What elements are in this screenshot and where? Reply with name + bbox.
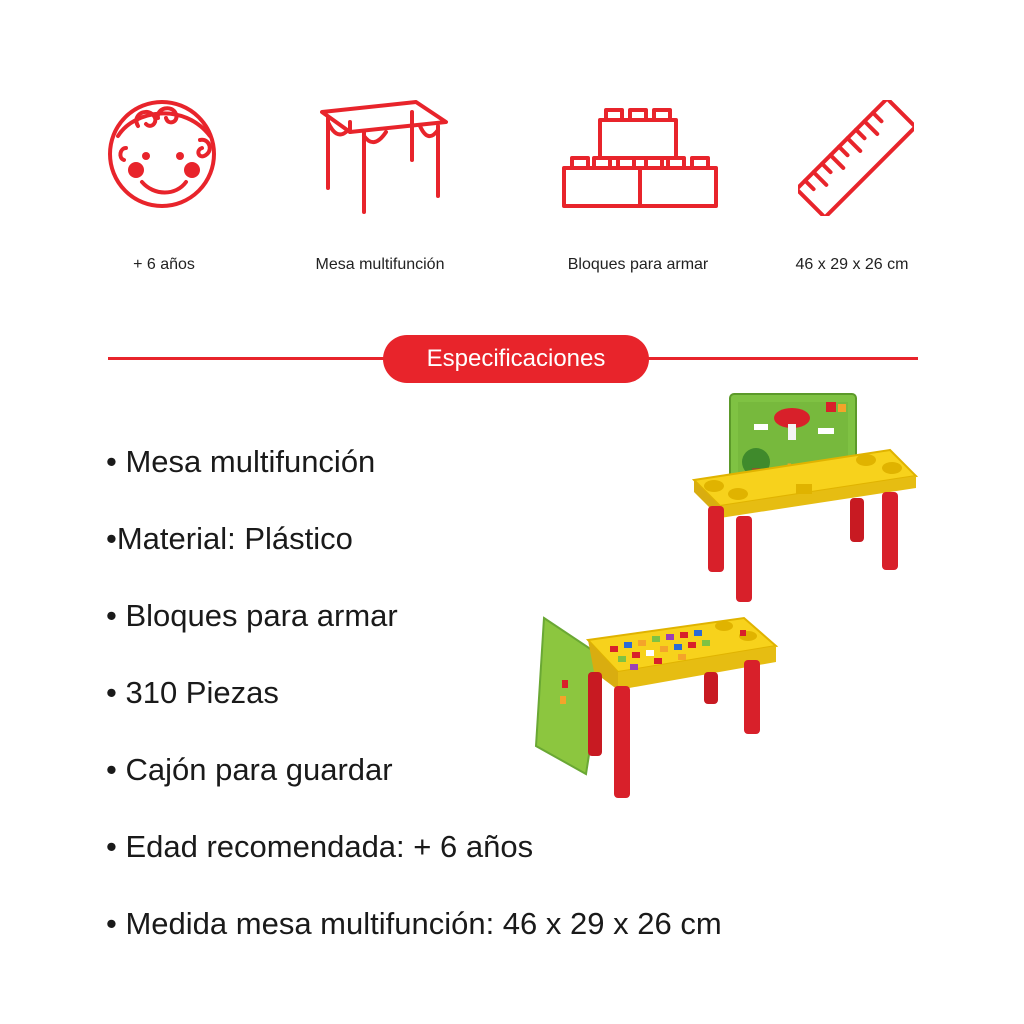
divider-right [648,357,918,360]
spec-item: • 310 Piezas [106,675,279,710]
feature-blocks-label: Bloques para armar [567,256,709,273]
feature-icons-row [0,0,1024,300]
feature-age-label: + 6 años [133,256,195,273]
feature-age [64,0,264,300]
ruler-icon [798,100,914,216]
feature-table [280,0,480,300]
table-icon [320,100,450,216]
feature-blocks [538,0,738,300]
spec-item: • Edad recomendada: + 6 años [106,829,534,864]
spec-item: • Medida mesa multifunción: 46 x 29 x 26 cm [106,906,722,941]
section-title-badge: Especificaciones [383,335,649,383]
storage-table-image [534,606,780,804]
divider-left [108,357,384,360]
spec-item: • Bloques para armar [106,598,398,633]
child-face-icon [104,96,224,212]
table-with-board-image [690,388,920,610]
feature-size-label: 46 x 29 x 26 cm [795,256,909,273]
spec-item: •Material: Plástico [106,521,353,556]
building-blocks-icon [560,106,720,210]
spec-item: • Cajón para guardar [106,752,393,787]
feature-size [752,0,952,300]
feature-table-label: Mesa multifunción [315,256,445,273]
spec-item: • Mesa multifunción [106,444,376,479]
